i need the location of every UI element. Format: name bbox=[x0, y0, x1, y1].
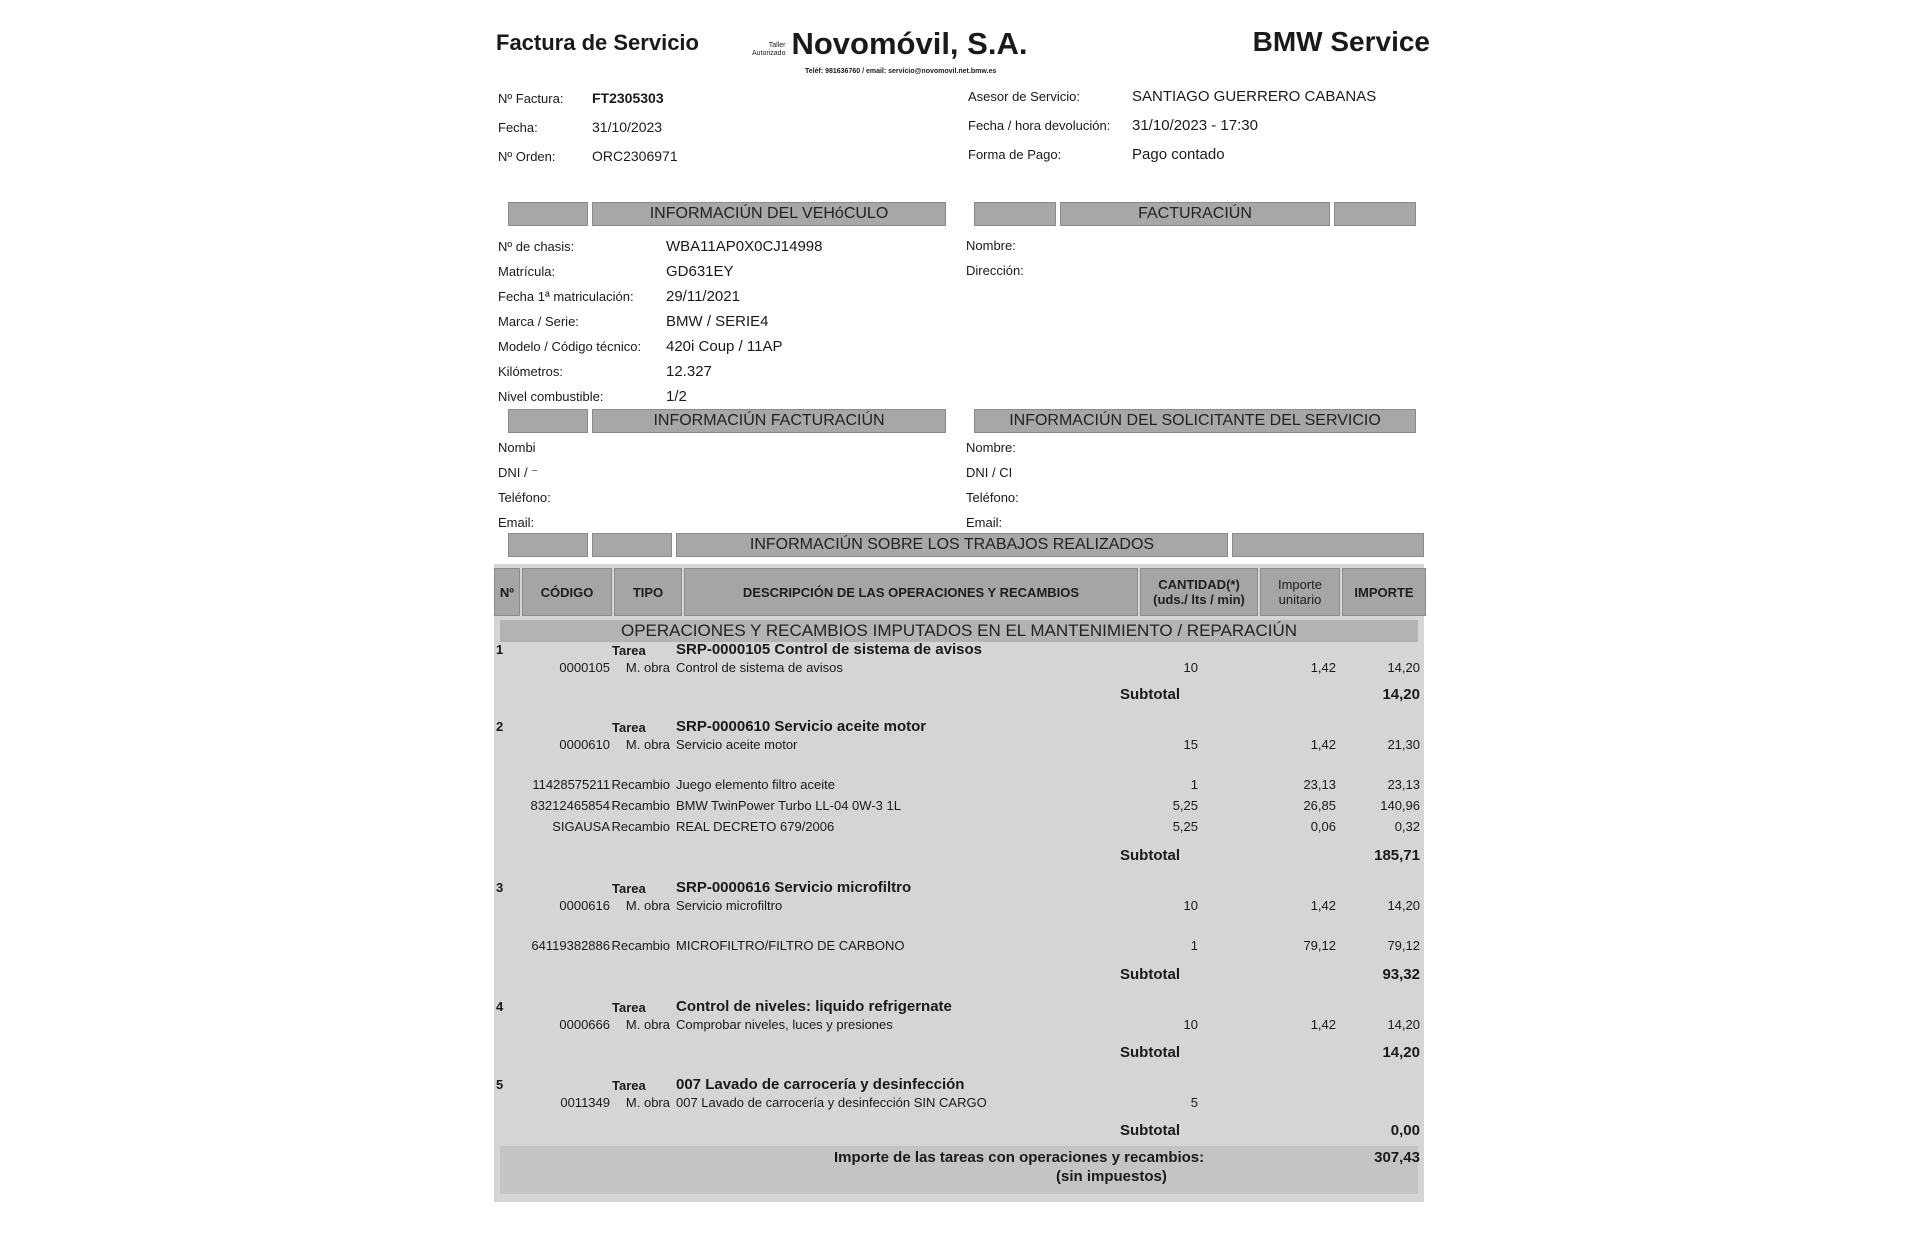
invoice-number-value: FT2305303 bbox=[592, 90, 664, 106]
col-header-unit-price bbox=[1260, 568, 1340, 616]
table-subheader: OPERACIONES Y RECAMBIOS IMPUTADOS EN EL MANTENIMIENTO / REPARACIÚN bbox=[500, 620, 1418, 642]
fuel-label: Nivel combustible: bbox=[498, 389, 604, 404]
billing-name-field bbox=[966, 238, 1016, 253]
fuel-value: 1/2 bbox=[666, 388, 687, 405]
total-value: 307,43 bbox=[1374, 1149, 1420, 1166]
line-amount: 14,20 bbox=[1387, 898, 1420, 913]
order-number-label: Nº Orden: bbox=[498, 149, 556, 164]
bi-phone-field bbox=[498, 490, 551, 505]
line-amount: 23,13 bbox=[1387, 777, 1420, 792]
vehicle-banner bbox=[508, 202, 946, 224]
works-table bbox=[494, 564, 1424, 1202]
line-description: Control de sistema de avisos bbox=[676, 660, 843, 675]
line-code: 0000616 bbox=[559, 898, 610, 913]
payment-value: Pago contado bbox=[1132, 146, 1225, 163]
line-code: 0000666 bbox=[559, 1017, 610, 1032]
bi-phone-label: Teléfono: bbox=[498, 490, 551, 505]
subtotal-value: 185,71 bbox=[1374, 847, 1420, 864]
invoice-date-row bbox=[498, 119, 662, 135]
line-type: Recambio bbox=[611, 798, 670, 813]
line-code: 0011349 bbox=[560, 1095, 610, 1110]
unit-header-line1: Importe bbox=[1277, 577, 1323, 592]
line-type: M. obra bbox=[625, 1017, 670, 1032]
payment-row bbox=[968, 146, 1225, 163]
works-banner bbox=[508, 533, 1424, 555]
advisor-row bbox=[968, 88, 1376, 105]
line-description: Servicio aceite motor bbox=[676, 737, 798, 752]
banner-block bbox=[1232, 533, 1424, 557]
line-type: M. obra bbox=[625, 1095, 670, 1110]
bi-email-field bbox=[498, 515, 534, 530]
first-registration-value: 29/11/2021 bbox=[666, 288, 740, 305]
task-title: SRP-0000610 Servicio aceite motor bbox=[676, 718, 927, 735]
line-description: Comprobar niveles, luces y presiones bbox=[676, 1017, 893, 1032]
company-header bbox=[752, 26, 1027, 62]
bi-name-label: Nombi bbox=[498, 440, 536, 455]
return-date-value: 31/10/2023 - 17:30 bbox=[1132, 117, 1258, 134]
invoice-date-label: Fecha: bbox=[498, 120, 538, 135]
banner-block bbox=[974, 202, 1056, 226]
subtotal-label: Subtotal bbox=[1120, 686, 1180, 703]
line-type: M. obra bbox=[625, 898, 670, 913]
chassis-field bbox=[498, 238, 822, 255]
advisor-value: SANTIAGO GUERRERO CABANAS bbox=[1132, 88, 1377, 105]
req-email-label: Email: bbox=[966, 515, 1003, 530]
banner-block bbox=[1334, 202, 1416, 226]
task-title: SRP-0000105 Control de sistema de avisos bbox=[676, 641, 982, 658]
invoice-page bbox=[490, 20, 1440, 1230]
banner-block bbox=[592, 533, 672, 557]
fuel-field bbox=[498, 388, 687, 405]
task-label: Tarea bbox=[612, 643, 646, 658]
company-contact: Teléf: 981636760 / email: servicio@novomovil.net.bmw.es bbox=[805, 68, 997, 75]
first-registration-label: Fecha 1ª matriculación: bbox=[498, 289, 634, 304]
total-label-note: (sin impuestos) bbox=[1056, 1168, 1167, 1185]
line-quantity: 1 bbox=[1190, 938, 1198, 953]
billing-banner bbox=[974, 202, 1416, 224]
order-number-row bbox=[498, 148, 678, 164]
task-number: 1 bbox=[496, 642, 504, 657]
works-section-title: INFORMACIÚN SOBRE LOS TRABAJOS REALIZADOS bbox=[676, 533, 1228, 557]
task-title: 007 Lavado de carrocería y desinfección bbox=[676, 1076, 965, 1093]
task-label: Tarea bbox=[612, 1078, 646, 1093]
chassis-value: WBA11AP0X0CJ14998 bbox=[666, 238, 823, 255]
billing-info-section-title: INFORMACIÚN FACTURACIÚN bbox=[592, 409, 946, 433]
line-type: M. obra bbox=[625, 660, 670, 675]
make-field bbox=[498, 313, 769, 330]
make-value: BMW / SERIE4 bbox=[666, 313, 769, 330]
billing-info-banner bbox=[508, 409, 946, 431]
bi-name-field bbox=[498, 440, 536, 455]
task-number: 3 bbox=[496, 880, 504, 895]
line-code: 64119382886 bbox=[531, 938, 610, 953]
line-quantity: 10 bbox=[1183, 898, 1198, 913]
km-label: Kilómetros: bbox=[498, 364, 564, 379]
line-description: Juego elemento filtro aceite bbox=[676, 777, 835, 792]
banner-block bbox=[508, 533, 588, 557]
req-name-field bbox=[966, 440, 1016, 455]
km-field bbox=[498, 363, 712, 380]
plate-label: Matrícula: bbox=[498, 264, 556, 279]
req-name-label: Nombre: bbox=[966, 440, 1016, 455]
banner-block bbox=[508, 409, 588, 433]
line-unit-price: 0,06 bbox=[1310, 819, 1336, 834]
task-label: Tarea bbox=[612, 881, 646, 896]
line-code: SIGAUSA bbox=[552, 819, 610, 834]
order-number-value: ORC2306971 bbox=[592, 148, 678, 164]
task-label: Tarea bbox=[612, 720, 646, 735]
line-unit-price: 79,12 bbox=[1303, 938, 1336, 953]
subtotal-label: Subtotal bbox=[1120, 847, 1180, 864]
line-quantity: 10 bbox=[1183, 660, 1198, 675]
subtotal-label: Subtotal bbox=[1120, 1122, 1180, 1139]
plate-field bbox=[498, 263, 734, 280]
line-unit-price: 1,42 bbox=[1310, 898, 1336, 913]
advisor-label: Asesor de Servicio: bbox=[968, 89, 1080, 104]
total-label: Importe de las tareas con operaciones y recambios: bbox=[834, 1149, 1205, 1166]
line-type: Recambio bbox=[611, 938, 670, 953]
req-phone-label: Teléfono: bbox=[966, 490, 1019, 505]
line-unit-price: 1,42 bbox=[1310, 737, 1336, 752]
bi-dni-field bbox=[498, 465, 538, 481]
model-value: 420i Coup / 11AP bbox=[666, 338, 783, 355]
line-quantity: 5,25 bbox=[1172, 798, 1198, 813]
billing-address-label: Dirección: bbox=[966, 263, 1024, 278]
tag-bottom: Autorizado bbox=[752, 50, 786, 57]
task-number: 5 bbox=[496, 1077, 504, 1092]
line-amount: 14,20 bbox=[1387, 1017, 1420, 1032]
line-unit-price: 23,13 bbox=[1303, 777, 1336, 792]
billing-address-field bbox=[966, 263, 1024, 278]
line-quantity: 5 bbox=[1190, 1095, 1198, 1110]
payment-label: Forma de Pago: bbox=[968, 147, 1062, 162]
line-description: REAL DECRETO 679/2006 bbox=[676, 819, 835, 834]
line-amount: 0,32 bbox=[1394, 819, 1420, 834]
invoice-number-row bbox=[498, 90, 664, 106]
col-header-code: CÓDIGO bbox=[522, 568, 612, 616]
bi-email-label: Email: bbox=[498, 515, 535, 530]
req-dni-field bbox=[966, 465, 1012, 480]
line-type: Recambio bbox=[611, 777, 670, 792]
plate-value: GD631EY bbox=[666, 263, 734, 280]
req-dni-label: DNI / CI bbox=[966, 465, 1013, 480]
line-quantity: 5,25 bbox=[1172, 819, 1198, 834]
line-amount: 21,30 bbox=[1387, 737, 1420, 752]
line-code: 0000610 bbox=[559, 737, 610, 752]
vehicle-section-title: INFORMACIÚN DEL VEHóCULO bbox=[592, 202, 946, 226]
line-amount: 79,12 bbox=[1387, 938, 1420, 953]
company-name: Novomóvil, S.A. bbox=[791, 26, 1028, 61]
bi-dni-label: DNI / ⁻ bbox=[498, 465, 539, 480]
model-label: Modelo / Código técnico: bbox=[498, 339, 642, 354]
banner-block bbox=[508, 202, 588, 226]
subtotal-value: 14,20 bbox=[1382, 1044, 1420, 1061]
line-type: Recambio bbox=[611, 819, 670, 834]
line-description: Servicio microfiltro bbox=[676, 898, 783, 913]
authorized-workshop-tag bbox=[752, 42, 785, 58]
req-phone-field bbox=[966, 490, 1019, 505]
col-header-quantity bbox=[1140, 568, 1258, 616]
col-header-type: TIPO bbox=[614, 568, 682, 616]
model-field bbox=[498, 338, 782, 355]
subtotal-value: 93,32 bbox=[1382, 966, 1420, 983]
line-quantity: 10 bbox=[1183, 1017, 1198, 1032]
line-amount: 14,20 bbox=[1387, 660, 1420, 675]
subtotal-value: 14,20 bbox=[1382, 686, 1420, 703]
task-title: SRP-0000616 Servicio microfiltro bbox=[676, 879, 912, 896]
col-header-description: DESCRIPCIÓN DE LAS OPERACIONES Y RECAMBIOS bbox=[684, 568, 1138, 616]
subtotal-label: Subtotal bbox=[1120, 966, 1180, 983]
col-header-n: Nº bbox=[494, 568, 520, 616]
task-title: Control de niveles: liquido refrigernate bbox=[676, 998, 952, 1015]
chassis-label: Nº de chasis: bbox=[498, 239, 575, 254]
make-label: Marca / Serie: bbox=[498, 314, 579, 329]
line-unit-price: 26,85 bbox=[1303, 798, 1336, 813]
line-amount: 140,96 bbox=[1380, 798, 1420, 813]
billing-section-title: FACTURACIÚN bbox=[1060, 202, 1330, 226]
line-description: BMW TwinPower Turbo LL-04 0W-3 1L bbox=[676, 798, 901, 813]
task-number: 4 bbox=[496, 999, 504, 1014]
line-unit-price: 1,42 bbox=[1310, 660, 1336, 675]
subtotal-label: Subtotal bbox=[1120, 1044, 1180, 1061]
subtotal-value: 0,00 bbox=[1390, 1122, 1420, 1139]
return-date-row bbox=[968, 117, 1258, 134]
requester-banner bbox=[974, 409, 1416, 431]
line-unit-price: 1,42 bbox=[1310, 1017, 1336, 1032]
line-code: 0000105 bbox=[559, 660, 610, 675]
line-description: 007 Lavado de carrocería y desinfección SIN CARGO bbox=[676, 1095, 987, 1110]
req-email-field bbox=[966, 515, 1002, 530]
km-value: 12.327 bbox=[666, 363, 712, 380]
line-code: 11428575211 bbox=[532, 777, 610, 792]
requester-section-title: INFORMACIÚN DEL SOLICITANTE DEL SERVICIO bbox=[974, 409, 1416, 433]
tag-top: Taller bbox=[768, 42, 786, 49]
line-type: M. obra bbox=[625, 737, 670, 752]
line-code: 83212465854 bbox=[530, 798, 610, 813]
document-title: Factura de Servicio bbox=[496, 30, 699, 55]
task-number: 2 bbox=[496, 719, 504, 734]
line-description: MICROFILTRO/FILTRO DE CARBONO bbox=[676, 938, 905, 953]
qty-header-line2: (uds./ lts / min) bbox=[1153, 592, 1245, 607]
return-date-label: Fecha / hora devolución: bbox=[968, 118, 1111, 133]
qty-header-line1: CANTIDAD(*) bbox=[1158, 577, 1240, 592]
line-quantity: 1 bbox=[1190, 777, 1198, 792]
billing-name-label: Nombre: bbox=[966, 238, 1016, 253]
invoice-date-value: 31/10/2023 bbox=[592, 119, 663, 135]
brand-title: BMW Service bbox=[1252, 26, 1430, 57]
unit-header-line2: unitario bbox=[1278, 592, 1322, 607]
line-quantity: 15 bbox=[1183, 737, 1198, 752]
task-label: Tarea bbox=[612, 1000, 646, 1015]
col-header-amount: IMPORTE bbox=[1342, 568, 1426, 616]
invoice-number-label: Nº Factura: bbox=[498, 91, 564, 106]
first-registration-field bbox=[498, 288, 740, 305]
